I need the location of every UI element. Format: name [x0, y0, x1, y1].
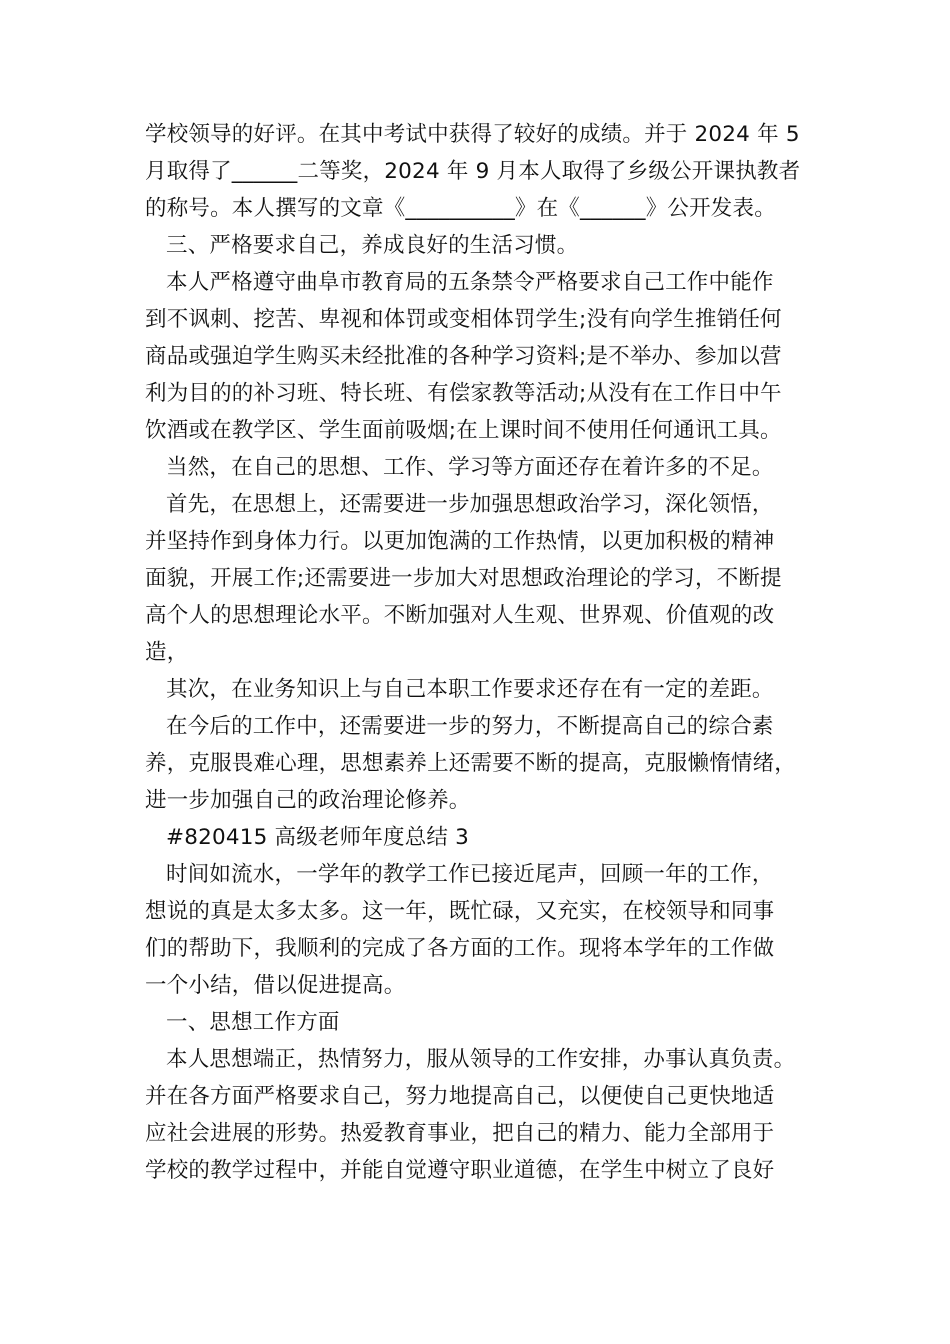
text-line: 商品或强迫学生购买未经批准的各种学习资料;是不举办、参加以营	[145, 344, 782, 369]
text-line: 们的帮助下，我顺利的完成了各方面的工作。现将本学年的工作做	[145, 936, 775, 961]
text-line: 并在各方面严格要求自己，努力地提高自己，以便使自己更快地适	[145, 1084, 775, 1109]
text-line: 养，克服畏难心理，思想素养上还需要不断的提高，克服懒惰情绪，	[145, 751, 797, 776]
section-title: #820415 高级老师年度总结 3	[166, 825, 470, 850]
text-line: 的称号。本人撰写的文章《__________》在《______》公开发表。	[145, 196, 776, 221]
section-heading: 一、思想工作方面	[166, 1010, 340, 1035]
text-line: 饮酒或在教学区、学生面前吸烟;在上课时间不使用任何通讯工具。	[145, 418, 782, 443]
text-line: 想说的真是太多太多。这一年，既忙碌，又充实，在校领导和同事	[145, 899, 775, 924]
text-line: 到不讽刺、挖苦、卑视和体罚或变相体罚学生;没有向学生推销任何	[145, 307, 782, 332]
text-line: 月取得了______二等奖，2024 年 9 月本人取得了乡级公开课执教者	[145, 159, 801, 184]
text-line: 其次，在业务知识上与自己本职工作要求还存在有一定的差距。	[166, 677, 774, 702]
text-line: 应社会进展的形势。热爱教育事业，把自己的精力、能力全部用于	[145, 1121, 775, 1146]
text-line: 面貌，开展工作;还需要进一步加大对思想政治理论的学习，不断提	[145, 566, 782, 591]
text-line: 时间如流水，一学年的教学工作已接近尾声，回顾一年的工作，	[166, 862, 774, 887]
text-line: 学校的教学过程中，并能自觉遵守职业道德，在学生中树立了良好	[145, 1158, 775, 1183]
section-heading: 三、严格要求自己，养成良好的生活习惯。	[166, 233, 579, 258]
text-line: 在今后的工作中，还需要进一步的努力，不断提高自己的综合素	[166, 714, 774, 739]
text-line: 当然，在自己的思想、工作、学习等方面还存在着许多的不足。	[166, 455, 774, 480]
text-line: 一个小结，借以促进提高。	[145, 973, 406, 998]
text-line: 利为目的的补习班、特长班、有偿家教等活动;从没有在工作日中午	[145, 381, 782, 406]
text-line: 学校领导的好评。在其中考试中获得了较好的成绩。并于 2024 年 5	[145, 122, 800, 147]
text-line: 首先，在思想上，还需要进一步加强思想政治学习，深化领悟，	[166, 492, 774, 517]
text-line: 高个人的思想理论水平。不断加强对人生观、世界观、价值观的改	[145, 603, 775, 628]
text-line: 本人思想端正，热情努力，服从领导的工作安排，办事认真负责。	[166, 1047, 796, 1072]
text-line: 进一步加强自己的政治理论修养。	[145, 788, 471, 813]
text-line: 造，	[145, 640, 189, 665]
text-line: 并坚持作到身体力行。以更加饱满的工作热情，以更加积极的精神	[145, 529, 775, 554]
text-line: 本人严格遵守曲阜市教育局的五条禁令严格要求自己工作中能作	[166, 270, 774, 295]
